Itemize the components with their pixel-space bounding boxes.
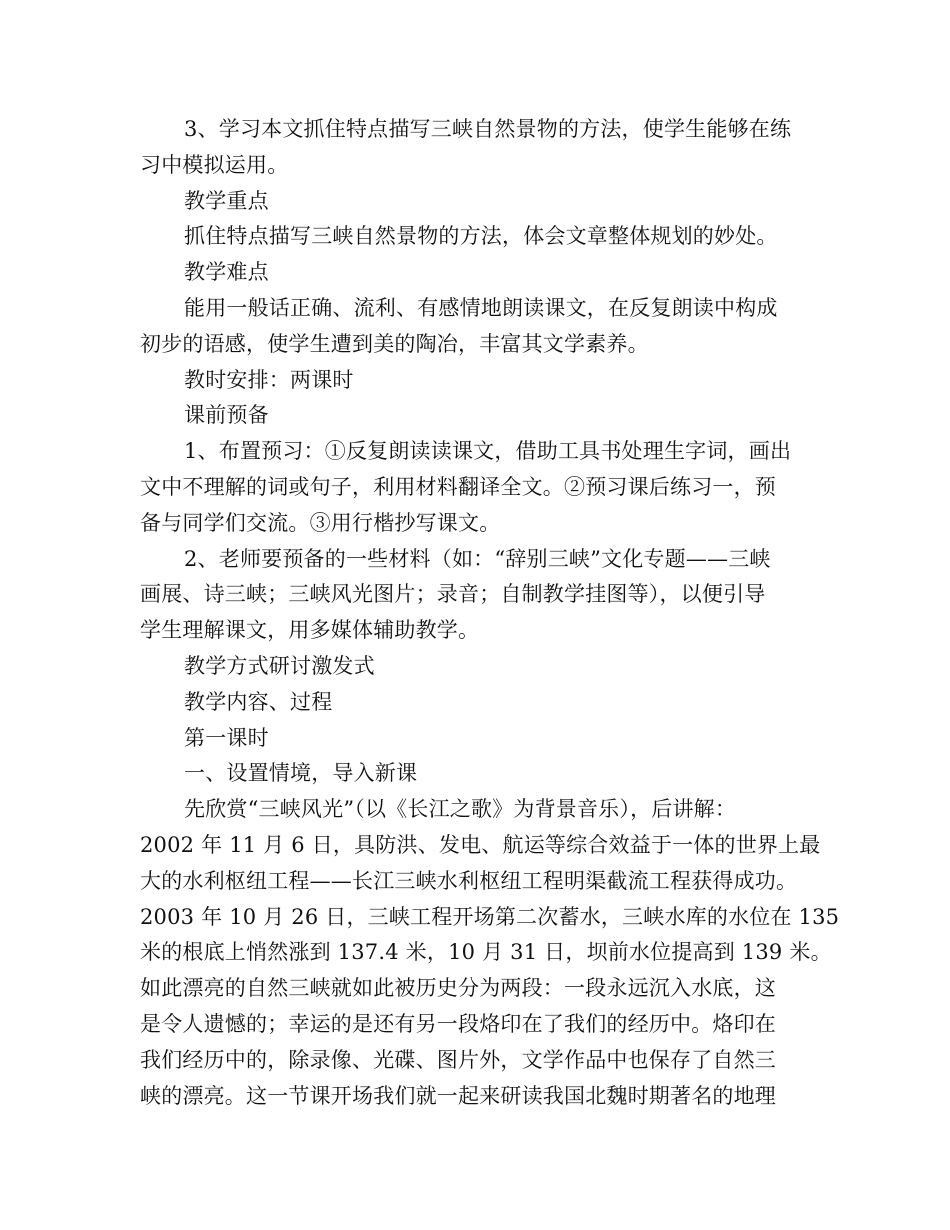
text-line: 初步的语感，使学生遭到美的陶冶，丰富其文学素养。: [140, 331, 649, 356]
text-line: 是令人遗憾的；幸运的是还有另一段烙印在了我们的经历中。烙印在: [140, 1011, 776, 1036]
text-line: 画展、诗三峡；三峡风光图片；录音；自制教学挂图等），以便引导: [140, 582, 766, 607]
text-line: 文中不理解的词或句子，利用材料翻译全文。②预习课后练习一，预: [140, 474, 776, 499]
text-line: 2、老师要预备的一些材料（如：“辞别三峡”文化专题——三峡: [184, 546, 771, 571]
text-line: 峡的漂亮。这一节课开场我们就一起来研读我国北魏时期著名的地理: [140, 1083, 776, 1108]
text-line: 教学难点: [184, 260, 269, 285]
text-line: 大的水利枢纽工程——长江三峡水利枢纽工程明渠截流工程获得成功。: [140, 868, 798, 893]
text-line: 1、布置预习：①反复朗读读课文，借助工具书处理生字词，画出: [184, 439, 792, 464]
text-line: 第一课时: [184, 725, 269, 750]
text-line: 2003 年 10 月 26 日，三峡工程开场第二次蓄水，三峡水库的水位在 135: [140, 904, 840, 929]
text-line: 米的根底上悄然涨到 137.4 米，10 月 31 日，坝前水位提高到 139 米。: [140, 940, 832, 965]
text-line: 习中模拟运用。: [140, 152, 289, 177]
text-line: 能用一般话正确、流利、有感情地朗读课文，在反复朗读中构成: [184, 295, 778, 320]
text-line: 教学内容、过程: [184, 689, 333, 714]
text-line: 先欣赏“三峡风光”（以《长江之歌》为背景音乐），后讲解：: [184, 797, 737, 822]
text-line: 教学方式研讨激发式: [184, 653, 375, 678]
text-line: 课前预备: [184, 403, 269, 428]
text-line: 如此漂亮的自然三峡就如此被历史分为两段：一段永远沉入水底，这: [140, 976, 776, 1001]
text-line: 抓住特点描写三峡自然景物的方法，体会文章整体规划的妙处。: [184, 224, 778, 249]
text-line: 3、学习本文抓住特点描写三峡自然景物的方法，使学生能够在练: [184, 117, 792, 141]
text-line: 学生理解课文，用多媒体辅助教学。: [140, 618, 480, 643]
document-body: [140, 112, 840, 1114]
text-line: 备与同学们交流。③用行楷抄写课文。: [140, 510, 501, 535]
text-line: 一、设置情境，导入新课: [184, 761, 418, 786]
text-line: 2002 年 11 月 6 日，具防洪、发电、航运等综合效益于一体的世界上最: [140, 832, 821, 857]
text-line: 教学重点: [184, 188, 269, 213]
text-line: 我们经历中的，除录像、光碟、图片外，文学作品中也保存了自然三: [140, 1047, 776, 1072]
text-line: 教时安排：两课时: [184, 367, 354, 392]
